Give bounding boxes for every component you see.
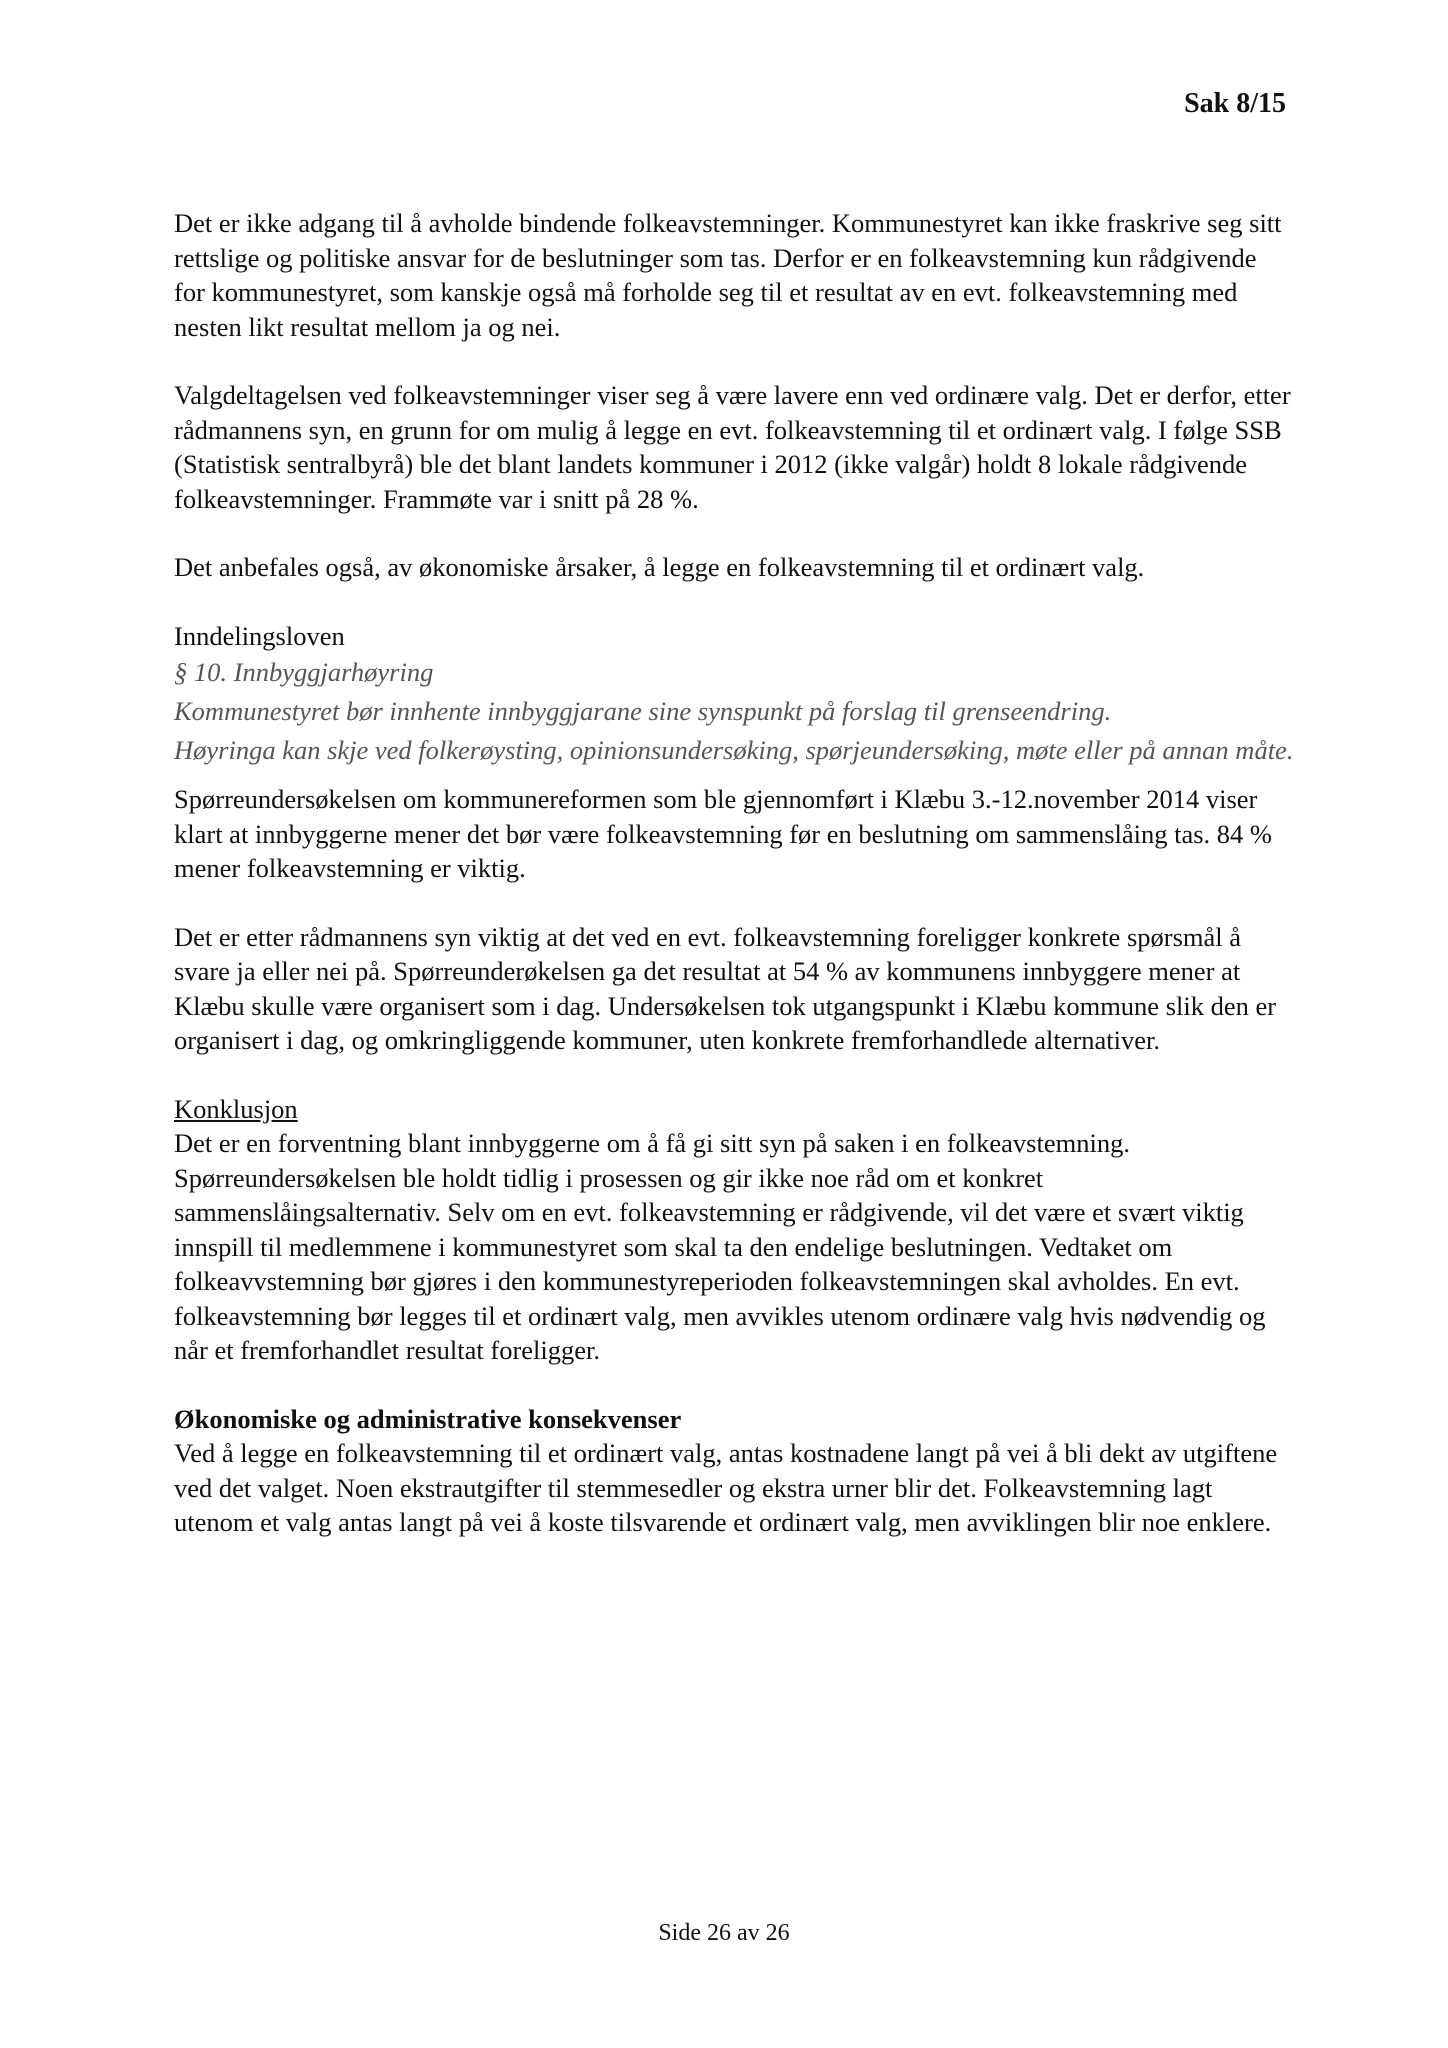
paragraph-concrete-questions: Det er etter rådmannens syn viktig at det ved en evt. folkeavstemning foreligger konkrete spørsmål å svare ja eller nei på. Spørreunderøkelsen ga det resultat at 54 % av kommunens innbyggere mener at Klæbu skulle være organisert som i dag. Undersøkelsen tok utgangspunkt i Klæbu kommune slik den er organisert i dag, og omkringliggende kommuner, uten konkrete fremforhandlede alternativer. (174, 921, 1277, 1055)
paragraph-recommendation: Det anbefales også, av økonomiske årsaker, å legge en folkeavstemning til et ordinært valg. (174, 552, 1145, 582)
paragraph-turnout: Valgdeltagelsen ved folkeavstemninger viser seg å være lavere enn ved ordinære valg. Det er derfor, etter rådmannens syn, en grunn for om mulig å legge en evt. folkeavstemning til et ordinært valg. I følge SSB (Statistisk sentralbyrå) ble det blant landets kommuner i 2012 (ikke valgår) holdt 8 lokale rådgivende folkeavstemninger. Frammøte var i snitt på 28 %. (174, 380, 1291, 514)
case-reference: Sak 8/15 (1184, 88, 1286, 119)
paragraph-binding-referendum: Det er ikke adgang til å avholde bindende folkeavstemninger. Kommunestyret kan ikke fraskrive seg sitt rettslige og politiske ansvar for de beslutninger som tas. Derfor er en folkeavstemning kun rådgivende for kommunestyret, som kanskje også må forholde seg til et resultat av en evt. folkeavstemning med nesten likt resultat mellom ja og nei. (174, 208, 1282, 342)
economic-text: Ved å legge en folkeavstemning til et ordinært valg, antas kostnadene langt på vei å bli dekt av utgiftene ved det valget. Noen ekstrautgifter til stemmesedler og ekstra urner blir det. Folkeavstemning lagt utenom et valg antas langt på vei å koste tilsvarende et ordinært valg, men avviklingen blir noe enklere. (174, 1438, 1278, 1537)
page-number: Side 26 av 26 (658, 1920, 790, 1946)
conclusion-heading: Konklusjon (174, 1093, 298, 1124)
law-title: Inndelingsloven (174, 620, 345, 651)
law-text-2: Høyringa kan skje ved folkerøysting, opinionsundersøking, spørjeundersøking, møte eller på annan måte. (174, 735, 1294, 765)
economic-heading: Økonomiske og administrative konsekvenser (174, 1403, 682, 1434)
law-section: § 10. Innbyggjarhøyring (174, 657, 434, 687)
conclusion-text: Det er en forventning blant innbyggerne om å få gi sitt syn på saken i en folkeavstemning. Spørreundersøkelsen ble holdt tidlig i prosessen og gir ikke noe råd om et konkret sammenslåingsalternativ. Selv om en evt. folkeavstemning er rådgivende, vil det være et svært viktig innspill til medlemmene i kommunestyret som skal ta den endelige beslutningen. Vedtaket om folkeavvstemning bør gjøres i den kommunestyreperioden folkeavstemningen skal avholdes. En evt. folkeavstemning bør legges til et ordinært valg, men avvikles utenom ordinære valg hvis nødvendig og når et fremforhandlet resultat foreligger. (174, 1128, 1266, 1365)
paragraph-survey: Spørreundersøkelsen om kommunereformen som ble gjennomført i Klæbu 3.-12.november 2014 viser klart at innbyggerne mener det bør være folkeavstemning før en beslutning om sammenslåing tas. 84 % mener folkeavstemning er viktig. (174, 784, 1273, 883)
document-body (174, 206, 1294, 1540)
law-text-1: Kommunestyret bør innhente innbyggjarane sine synspunkt på forslag til grenseendring. (174, 696, 1112, 726)
